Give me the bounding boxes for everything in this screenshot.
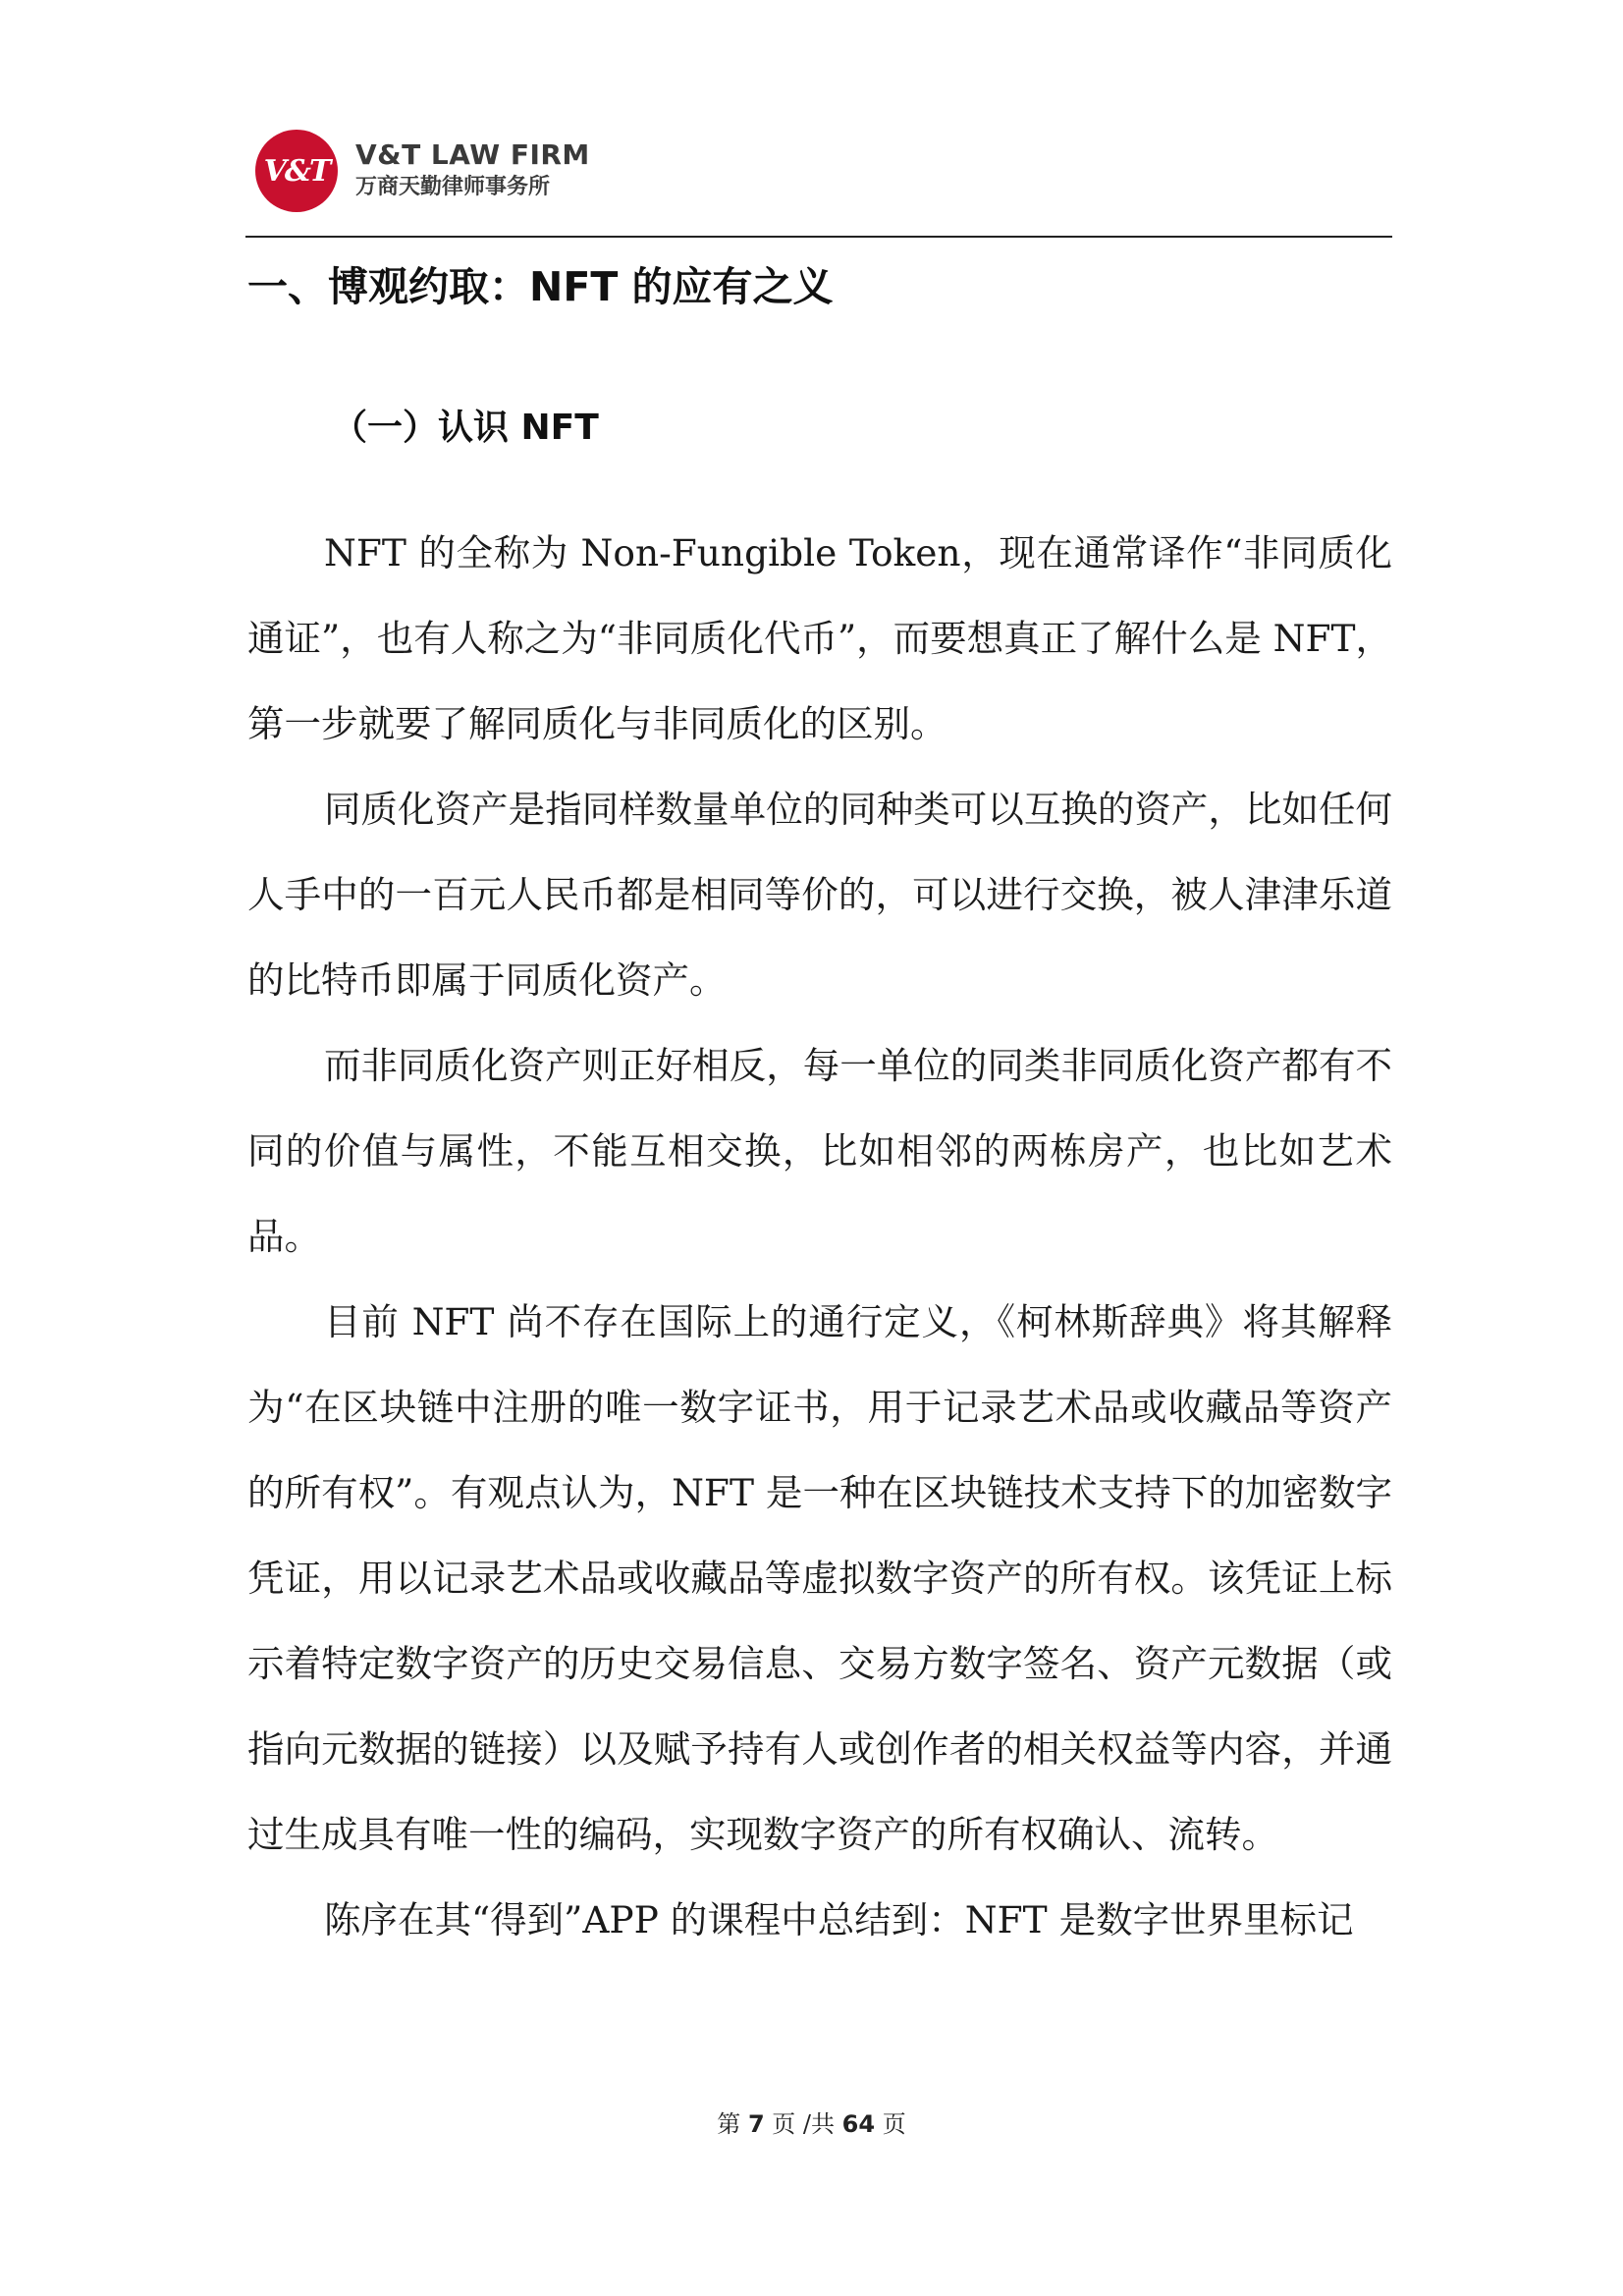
footer-page-current: 7: [747, 2110, 765, 2138]
paragraph-2: 同质化资产是指同样数量单位的同种类可以互换的资产，比如任何人手中的一百元人民币都是相同等价的，可以进行交换，被人津津乐道的比特币即属于同质化资产。: [247, 788, 1392, 1002]
header-divider: [245, 236, 1392, 238]
firm-logo-mark-text: V&T: [263, 153, 330, 189]
paragraph-4: 目前 NFT 尚不存在国际上的通行定义，《柯林斯辞典》将其解释为“在区块链中注册的唯一数字证书，用于记录艺术品或收藏品等资产的所有权”。有观点认为，NFT 是一种在区块链技术支持下的加密数字凭证，用以记录艺术品或收藏品等虚拟数字资产的所有权。该凭证上标示着特定数字资产的历史交易信息、交易方数字签名、资产元数据（或指向元数据的链接）以及赋予持有人或创作者的相关权益等内容，并通过生成具有唯一性的编码，实现数字资产的所有权确认、流转。: [247, 1300, 1392, 1856]
body-text: [247, 511, 1392, 1963]
page-footer: [0, 2107, 1623, 2141]
footer-page-total: 64: [841, 2110, 876, 2138]
paragraph-1: NFT 的全称为 Non-Fungible Token，现在通常译作“非同质化通证”，也有人称之为“非同质化代币”，而要想真正了解什么是 NFT，第一步就要了解同质化与非同质化的区别。: [247, 531, 1392, 745]
document-header: [245, 118, 1392, 238]
firm-name-cn: 万商天勤律师事务所: [355, 175, 551, 199]
footer-suffix: 页: [882, 2110, 906, 2138]
section-title: 一、博观约取：NFT 的应有之义: [247, 263, 834, 310]
paragraph-3: 而非同质化资产则正好相反，每一单位的同类非同质化资产都有不同的价值与属性，不能互相交换，比如相邻的两栋房产，也比如艺术品。: [247, 1044, 1392, 1258]
footer-prefix: 第: [717, 2110, 741, 2138]
paragraph-5: 陈序在其“得到”APP 的课程中总结到：NFT 是数字世界里标记: [324, 1898, 1354, 1941]
firm-name-block: [355, 139, 590, 202]
footer-middle: 页 /共: [772, 2110, 835, 2138]
firm-logo: [255, 130, 338, 212]
subsection-title: （一）认识 NFT: [332, 408, 599, 448]
firm-name-en: V&T LAW FIRM: [355, 138, 590, 171]
